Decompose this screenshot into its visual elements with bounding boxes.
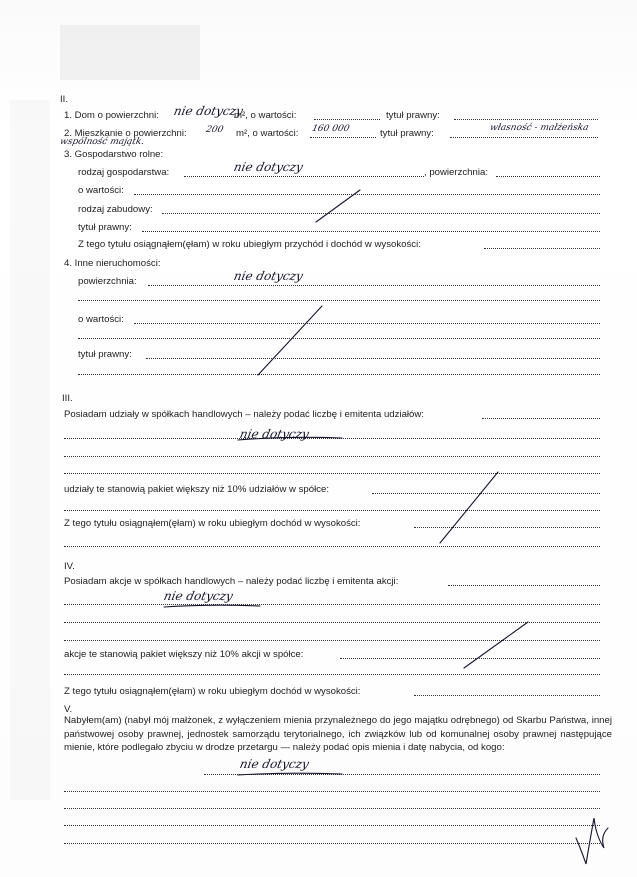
section-iii-heading: III.	[62, 393, 73, 404]
strike-line-farm	[316, 190, 360, 222]
farm-income-label: Z tego tytułu osiągnąłem(ęłam) w roku ubiegłym przychód i dochód w wysokości:	[78, 239, 421, 250]
farm-type-label: rodzaj gospodarstwa:	[78, 167, 170, 178]
section-ii-heading: II.	[60, 94, 68, 105]
strike-line-shares	[440, 472, 498, 543]
underline-stocks	[164, 605, 260, 607]
other-value-label: o wartości:	[78, 314, 124, 325]
house-unit-label: m², o wartości:	[234, 110, 297, 121]
shares-label: Posiadam udziały w spółkach handlowych – należy podać liczbę i emitenta udziałów:	[64, 409, 424, 420]
flat-note: wspólność majątk.	[58, 137, 146, 147]
stocks-label: Posiadam akcje w spółkach handlowych – należy podać liczbę i emitenta akcji:	[64, 576, 399, 587]
flat-unit-label: m², o wartości:	[236, 128, 299, 139]
signature-initials	[576, 818, 608, 864]
underline-v	[238, 773, 342, 775]
farm-heading: 3. Gospodarstwo rolne:	[64, 149, 164, 160]
stocks-package-label: akcje te stanowią pakiet większy niż 10% akcji w spółce:	[64, 649, 304, 660]
shares-package-label: udziały te stanowią pakiet większy niż 10% udziałów w spółce:	[64, 484, 330, 495]
flat-value-value: 160 000	[310, 124, 351, 134]
section-v-value: nie dotyczy	[238, 757, 311, 771]
house-area-value: nie dotyczy	[172, 104, 245, 118]
other-property-heading: 4. Inne nieruchomości:	[64, 258, 161, 269]
farm-value-label: o wartości:	[78, 185, 124, 196]
strike-line-stocks	[464, 622, 528, 668]
section-v-text: Nabyłem(am) (nabył mój małżonek, z wyłączeniem mienia przynależnego do jego majątku odrębnego) od Skarbu Państwa, innej państwowej osoby prawnej, jednostek samorządu terytorialnego, ich związków lub od komunalnej osoby prawnej następujące mienie, które podlegało zbyciu w drodze przetargu — należy podać opis mienia i datę nabycia, od kogo:	[64, 715, 612, 754]
flat-title-label: tytuł prawny:	[380, 128, 434, 139]
underline-shares	[238, 437, 342, 440]
flat-title-value: własność - małżeńska	[488, 123, 590, 133]
farm-building-label: rodzaj zabudowy:	[78, 204, 153, 215]
strike-line-other-property	[258, 306, 322, 375]
flat-area-value: 200	[204, 125, 225, 135]
farm-title-label: tytuł prawny:	[78, 222, 132, 233]
other-title-label: tytuł prawny:	[78, 349, 132, 360]
house-area-label: 1. Dom o powierzchni:	[64, 110, 159, 121]
other-area-label: powierzchnia:	[78, 276, 137, 287]
flat-area-label: 2. Mieszkanie o powierzchni:	[64, 128, 187, 139]
stocks-income-label: Z tego tytułu osiągnąłem(ęłam) w roku ubiegłym dochód w wysokości:	[64, 686, 361, 697]
shares-value: nie dotyczy	[238, 427, 311, 441]
farm-area-label: , powierzchnia:	[424, 167, 488, 178]
shares-income-label: Z tego tytułu osiągnąłem(ęłam) w roku ubiegłym dochód w wysokości:	[64, 518, 361, 529]
section-iv-heading: IV.	[64, 561, 75, 572]
stocks-value: nie dotyczy	[162, 589, 235, 603]
house-title-label: tytuł prawny:	[386, 110, 440, 121]
section-v-heading: V.	[64, 704, 73, 715]
other-area-value: nie dotyczy	[232, 269, 305, 283]
farm-type-value: nie dotyczy	[232, 160, 305, 174]
